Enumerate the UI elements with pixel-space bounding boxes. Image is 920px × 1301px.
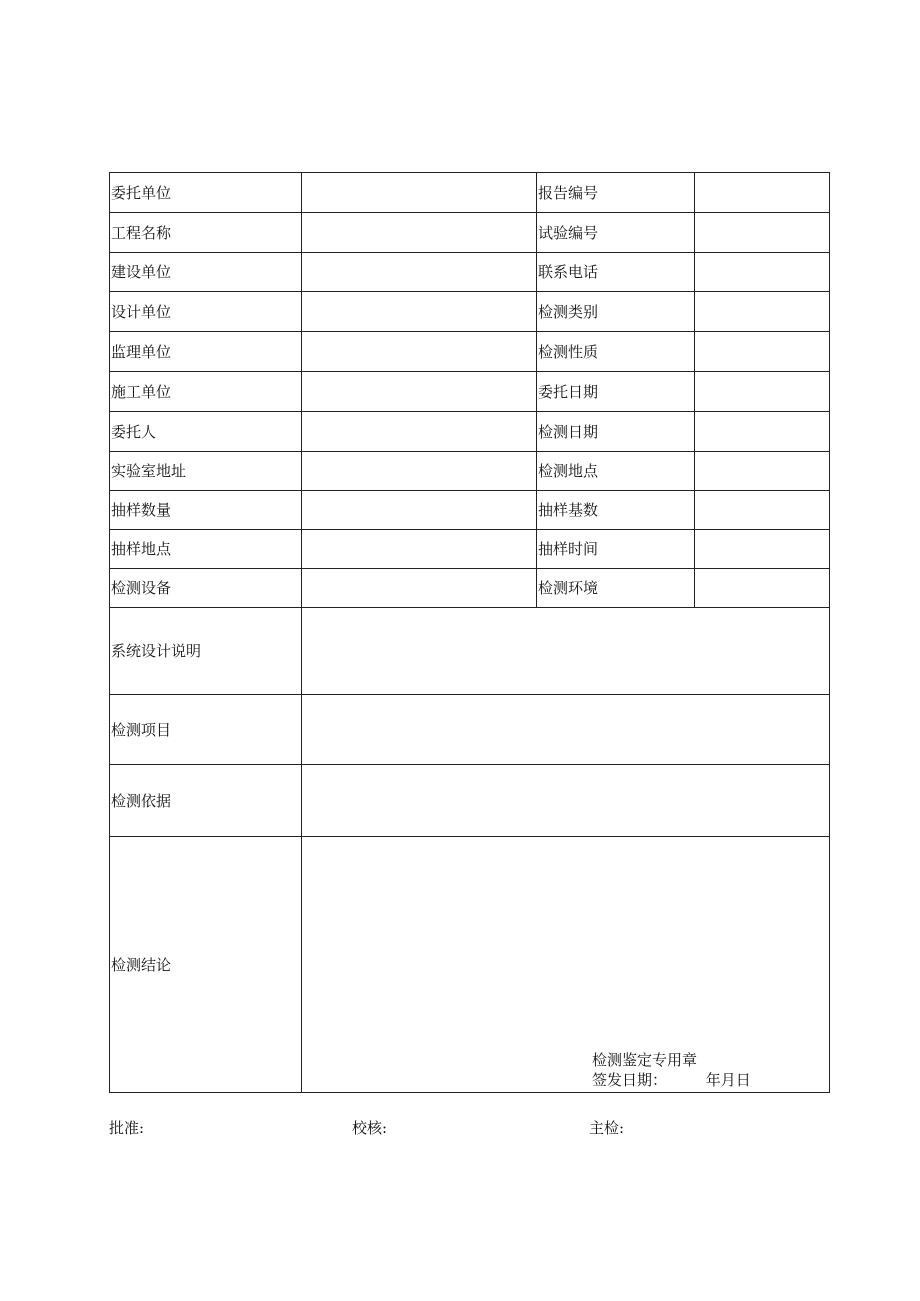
test-items-field[interactable] xyxy=(302,695,830,765)
contractor-label: 施工单位 xyxy=(110,372,302,412)
test-category-label: 检测类别 xyxy=(537,292,695,332)
construction-owner-field[interactable] xyxy=(302,253,537,292)
stamp-block xyxy=(592,1050,751,1090)
inspector-label: 主检: xyxy=(589,1119,625,1137)
test-date-label: 检测日期 xyxy=(537,412,695,452)
form-row-test-items xyxy=(110,695,830,765)
test-basis-label: 检测依据 xyxy=(110,765,302,837)
system-design-field[interactable] xyxy=(302,608,830,695)
lab-address-label: 实验室地址 xyxy=(110,452,302,491)
project-name-field[interactable] xyxy=(302,213,537,253)
sampling-place-label: 抽样地点 xyxy=(110,530,302,569)
lab-address-field[interactable] xyxy=(302,452,537,491)
issue-date-value[interactable]: 年月日 xyxy=(705,1071,751,1089)
test-date-field[interactable] xyxy=(695,412,830,452)
form-row-conclusion xyxy=(110,837,830,1093)
client-unit-label: 委托单位 xyxy=(110,173,302,213)
issue-date-label: 签发日期： xyxy=(592,1071,668,1089)
contractor-field[interactable] xyxy=(302,372,537,412)
sample-base-field[interactable] xyxy=(695,491,830,530)
test-equipment-label: 检测设备 xyxy=(110,569,302,608)
test-environment-field[interactable] xyxy=(695,569,830,608)
commission-date-label: 委托日期 xyxy=(537,372,695,412)
signature-footer xyxy=(109,1117,829,1137)
contact-phone-label: 联系电话 xyxy=(537,253,695,292)
report-form-table xyxy=(109,172,830,1093)
form-row-supervision-unit xyxy=(110,332,830,372)
commission-date-field[interactable] xyxy=(695,372,830,412)
report-number-label: 报告编号 xyxy=(537,173,695,213)
form-row-test-equipment xyxy=(110,569,830,608)
test-location-label: 检测地点 xyxy=(537,452,695,491)
test-items-label: 检测项目 xyxy=(110,695,302,765)
sampling-place-field[interactable] xyxy=(302,530,537,569)
sample-quantity-field[interactable] xyxy=(302,491,537,530)
sample-base-label: 抽样基数 xyxy=(537,491,695,530)
client-unit-field[interactable] xyxy=(302,173,537,213)
design-unit-field[interactable] xyxy=(302,292,537,332)
client-person-label: 委托人 xyxy=(110,412,302,452)
project-name-label: 工程名称 xyxy=(110,213,302,253)
test-environment-label: 检测环境 xyxy=(537,569,695,608)
supervision-unit-field[interactable] xyxy=(302,332,537,372)
form-row-client-unit xyxy=(110,173,830,213)
form-row-sampling-place xyxy=(110,530,830,569)
form-row-project-name xyxy=(110,213,830,253)
report-number-field[interactable] xyxy=(695,173,830,213)
report-sheet xyxy=(109,172,829,1093)
test-number-field[interactable] xyxy=(695,213,830,253)
supervision-unit-label: 监理单位 xyxy=(110,332,302,372)
contact-phone-field[interactable] xyxy=(695,253,830,292)
test-location-field[interactable] xyxy=(695,452,830,491)
conclusion-field[interactable] xyxy=(302,837,830,1093)
form-row-design-unit xyxy=(110,292,830,332)
construction-owner-label: 建设单位 xyxy=(110,253,302,292)
form-row-client-person xyxy=(110,412,830,452)
test-category-field[interactable] xyxy=(695,292,830,332)
form-row-construction-owner xyxy=(110,253,830,292)
design-unit-label: 设计单位 xyxy=(110,292,302,332)
test-nature-label: 检测性质 xyxy=(537,332,695,372)
sampling-time-field[interactable] xyxy=(695,530,830,569)
form-row-test-basis xyxy=(110,765,830,837)
sample-quantity-label: 抽样数量 xyxy=(110,491,302,530)
conclusion-label: 检测结论 xyxy=(110,837,302,1093)
system-design-label: 系统设计说明 xyxy=(110,608,302,695)
review-label: 校核: xyxy=(352,1119,388,1137)
client-person-field[interactable] xyxy=(302,412,537,452)
test-number-label: 试验编号 xyxy=(537,213,695,253)
issue-date-row xyxy=(592,1070,751,1090)
form-row-contractor xyxy=(110,372,830,412)
sampling-time-label: 抽样时间 xyxy=(537,530,695,569)
approve-label: 批准: xyxy=(109,1119,145,1137)
form-row-lab-address xyxy=(110,452,830,491)
form-row-system-design xyxy=(110,608,830,695)
test-nature-field[interactable] xyxy=(695,332,830,372)
test-equipment-field[interactable] xyxy=(302,569,537,608)
stamp-text: 检测鉴定专用章 xyxy=(592,1051,698,1069)
form-row-sample-quantity xyxy=(110,491,830,530)
test-basis-field[interactable] xyxy=(302,765,830,837)
